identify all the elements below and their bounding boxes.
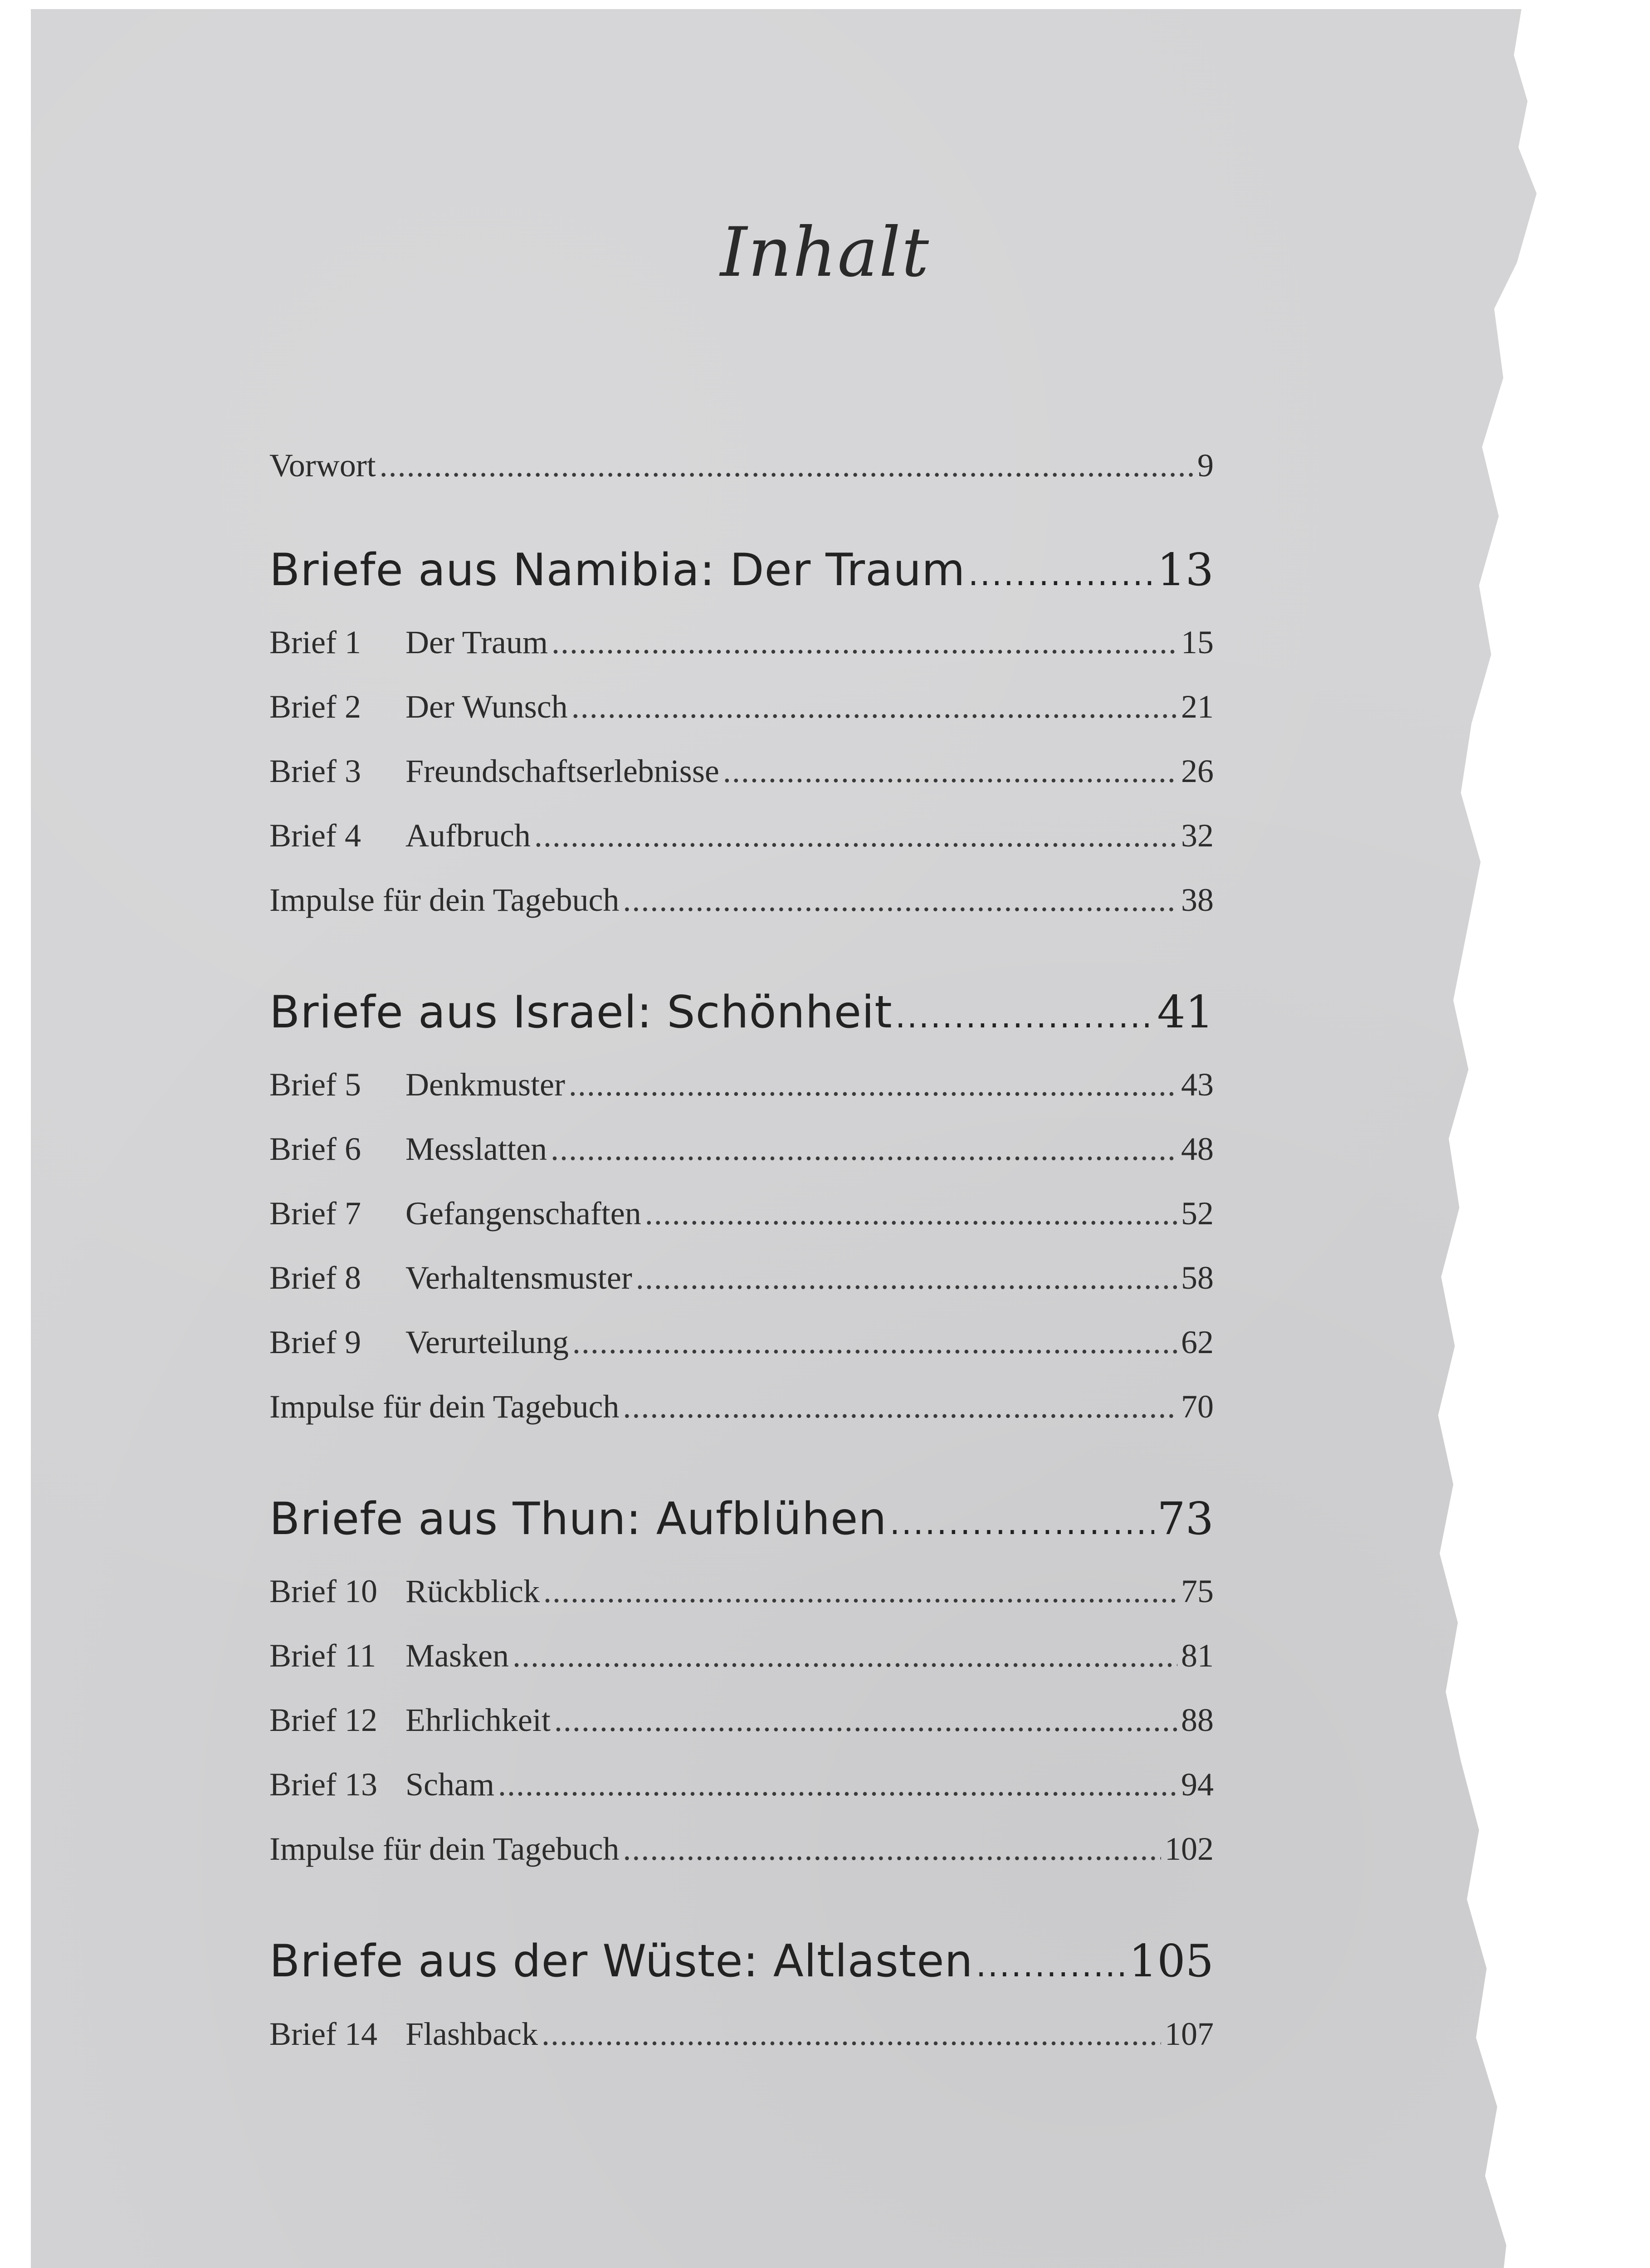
toc-entry-label: Ehrlichkeit xyxy=(405,1702,551,1738)
page-title: Inhalt xyxy=(720,213,930,292)
toc-entry-page: 48 xyxy=(1181,1131,1214,1167)
dot-leader xyxy=(623,1830,1161,1868)
toc-entry-label: Der Traum xyxy=(405,624,548,660)
toc-entry-page: 26 xyxy=(1181,753,1214,789)
toc-entry[interactable] xyxy=(269,817,1214,855)
toc-entry-page: 107 xyxy=(1165,2016,1214,2052)
toc-entry-page: 88 xyxy=(1181,1702,1214,1738)
dot-leader xyxy=(498,1766,1177,1804)
toc-entry-impulse[interactable] xyxy=(269,881,1214,919)
part-title: Briefe aus Israel: Schönheit xyxy=(269,987,893,1038)
part-page: 105 xyxy=(1128,1936,1214,1987)
toc-entry[interactable] xyxy=(269,1573,1214,1610)
toc-entry-page: 75 xyxy=(1181,1573,1214,1609)
part-page: 73 xyxy=(1157,1493,1214,1545)
dot-leader xyxy=(889,1504,1154,1542)
toc-entry[interactable] xyxy=(269,1195,1214,1232)
toc-entry[interactable] xyxy=(269,624,1214,661)
toc-entry-label: Verhaltensmuster xyxy=(405,1260,632,1296)
dot-leader xyxy=(380,447,1194,484)
toc-entry[interactable] xyxy=(269,1259,1214,1297)
letter-number: Brief 5 xyxy=(269,1066,361,1103)
letter-number: Brief 4 xyxy=(269,817,361,854)
letter-number: Brief 11 xyxy=(269,1637,376,1674)
part-title: Briefe aus Thun: Aufblühen xyxy=(269,1493,887,1545)
toc-part-heading[interactable] xyxy=(269,544,1214,596)
part-title: Briefe aus Namibia: Der Traum xyxy=(269,544,966,596)
dot-leader xyxy=(895,997,1155,1035)
toc-entry[interactable] xyxy=(269,1130,1214,1168)
toc-entry-page: 70 xyxy=(1181,1388,1214,1425)
dot-leader xyxy=(542,2015,1161,2053)
part-page: 13 xyxy=(1157,544,1214,596)
dot-leader xyxy=(543,1573,1177,1610)
toc-entry[interactable] xyxy=(269,688,1214,726)
toc-entry-page: 102 xyxy=(1165,1831,1214,1867)
toc-entry[interactable] xyxy=(269,1324,1214,1361)
toc-entry-page: 9 xyxy=(1197,447,1214,484)
letter-number: Brief 14 xyxy=(269,2016,377,2052)
toc-entry-impulse[interactable] xyxy=(269,1830,1214,1868)
part-title: Briefe aus der Wüste: Altlasten xyxy=(269,1936,973,1987)
toc-entry-label: Impulse für dein Tagebuch xyxy=(269,882,620,918)
toc-entry-preface[interactable] xyxy=(269,447,1214,484)
toc-entry-label: Vorwort xyxy=(269,447,376,484)
toc-entry-label: Messlatten xyxy=(405,1131,547,1167)
toc-entry-label: Flashback xyxy=(405,2016,538,2052)
toc-entry-label: Gefangenschaften xyxy=(405,1195,641,1232)
dot-leader xyxy=(636,1259,1177,1297)
letter-number: Brief 3 xyxy=(269,753,361,789)
dot-leader xyxy=(968,555,1155,593)
toc-entry-page: 32 xyxy=(1181,817,1214,854)
toc-entry-page: 81 xyxy=(1181,1637,1214,1674)
part-page: 41 xyxy=(1157,987,1214,1038)
dot-leader xyxy=(551,1130,1177,1168)
toc-entry-label: Impulse für dein Tagebuch xyxy=(269,1388,620,1425)
dot-leader xyxy=(976,1946,1126,1984)
letter-number: Brief 2 xyxy=(269,689,361,725)
letter-number: Brief 7 xyxy=(269,1195,361,1232)
toc-part-heading[interactable] xyxy=(269,1936,1214,1987)
dot-leader xyxy=(645,1195,1177,1232)
toc-entry[interactable] xyxy=(269,2015,1214,2053)
toc-entry-label: Freundschaftserlebnisse xyxy=(405,753,719,789)
dot-leader xyxy=(723,753,1177,790)
dot-leader xyxy=(571,688,1177,726)
dot-leader xyxy=(569,1066,1177,1104)
toc-entry[interactable] xyxy=(269,1066,1214,1104)
toc-entry-label: Der Wunsch xyxy=(405,689,568,725)
dot-leader xyxy=(623,881,1177,919)
toc-part-heading[interactable] xyxy=(269,1493,1214,1545)
toc-entry[interactable] xyxy=(269,753,1214,790)
letter-number: Brief 13 xyxy=(269,1766,377,1803)
toc-entry-page: 58 xyxy=(1181,1260,1214,1296)
dot-leader xyxy=(623,1388,1177,1426)
toc-entry-label: Aufbruch xyxy=(405,817,531,854)
toc-entry-label: Masken xyxy=(405,1637,509,1674)
dot-leader xyxy=(552,624,1177,661)
dot-leader xyxy=(572,1324,1177,1361)
letter-number: Brief 10 xyxy=(269,1573,377,1609)
toc-entry[interactable] xyxy=(269,1701,1214,1739)
dot-leader xyxy=(513,1637,1177,1675)
letter-number: Brief 12 xyxy=(269,1702,377,1738)
toc-part-heading[interactable] xyxy=(269,987,1214,1038)
toc-entry-label: Impulse für dein Tagebuch xyxy=(269,1831,620,1867)
toc-entry-label: Rückblick xyxy=(405,1573,540,1609)
letter-number: Brief 6 xyxy=(269,1131,361,1167)
toc-entry-label: Denkmuster xyxy=(405,1066,565,1103)
toc-entry-page: 62 xyxy=(1181,1324,1214,1360)
toc-entry-page: 38 xyxy=(1181,882,1214,918)
letter-number: Brief 9 xyxy=(269,1324,361,1360)
toc-entry-impulse[interactable] xyxy=(269,1388,1214,1426)
letter-number: Brief 1 xyxy=(269,624,361,660)
toc-entry-page: 21 xyxy=(1181,689,1214,725)
toc-entry-page: 52 xyxy=(1181,1195,1214,1232)
toc-entry-page: 15 xyxy=(1181,624,1214,660)
toc-entry-page: 43 xyxy=(1181,1066,1214,1103)
toc-entry[interactable] xyxy=(269,1637,1214,1675)
dot-leader xyxy=(534,817,1177,855)
toc-entry-label: Scham xyxy=(405,1766,494,1803)
toc-entry-label: Verurteilung xyxy=(405,1324,569,1360)
toc-entry-page: 94 xyxy=(1181,1766,1214,1803)
toc-entry[interactable] xyxy=(269,1766,1214,1804)
dot-leader xyxy=(554,1701,1177,1739)
letter-number: Brief 8 xyxy=(269,1260,361,1296)
